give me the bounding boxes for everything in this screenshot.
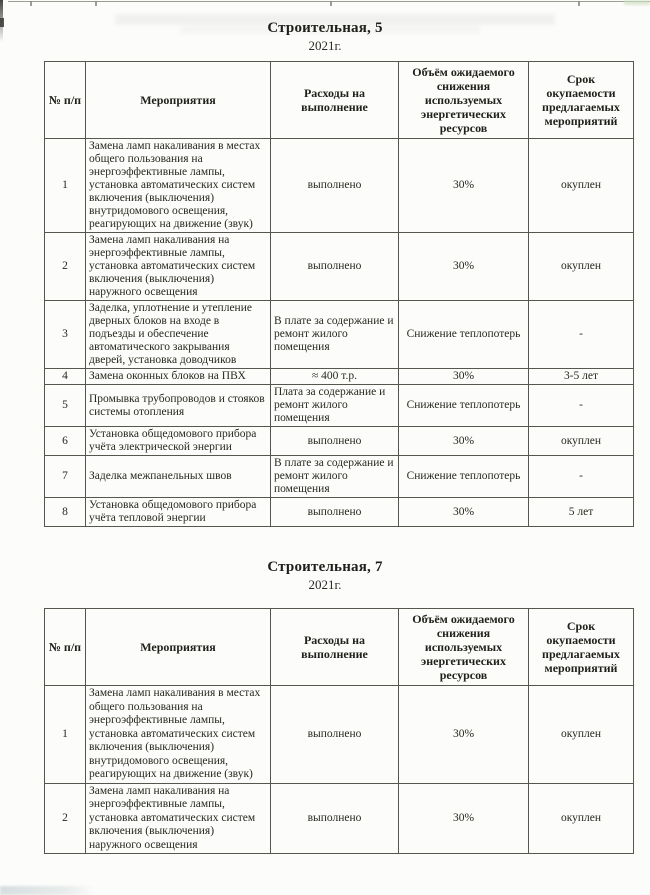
table-cell: выполнено bbox=[271, 783, 399, 854]
header-row bbox=[45, 62, 634, 139]
table-row bbox=[45, 686, 634, 784]
table-row bbox=[45, 456, 634, 498]
row-number-cell: 8 bbox=[45, 498, 86, 527]
table-cell: Замена оконных блоков на ПВХ bbox=[86, 369, 271, 385]
table-cell: окуплен bbox=[529, 233, 634, 301]
row-number-cell: 6 bbox=[45, 427, 86, 456]
table-cell: Замена ламп накаливания в местах общего пользования на энергоэффективные лампы, установка автоматических систем включения (выключения) внутридомового освещения, реагирующих на движение (звук) bbox=[86, 139, 271, 233]
table-cell: ≈ 400 т.р. bbox=[271, 369, 399, 385]
header-row bbox=[45, 609, 634, 686]
row-number-cell: 4 bbox=[45, 369, 86, 385]
table-cell: Заделка межпанельных швов bbox=[86, 456, 271, 498]
table-row bbox=[45, 783, 634, 854]
table-cell: Замена ламп накаливания в местах общего пользования на энергоэффективные лампы, установка автоматических систем включения (выключения) внутридомового освещения, реагирующих на движение (звук) bbox=[86, 686, 271, 784]
table-cell: Установка общедомового прибора учёта тепловой энергии bbox=[86, 498, 271, 527]
column-header: Срок окупаемости предлагаемых мероприятий bbox=[529, 62, 634, 139]
column-header: Расходы на выполнение bbox=[271, 609, 399, 686]
table-row bbox=[45, 369, 634, 385]
table-row bbox=[45, 139, 634, 233]
scan-artifact-column-stub bbox=[330, 1, 332, 6]
column-header: Мероприятия bbox=[86, 609, 271, 686]
column-header: № п/п bbox=[45, 62, 86, 139]
column-header: Объём ожидаемого снижения используемых энергетических ресурсов bbox=[399, 609, 529, 686]
table-cell: В плате за содержание и ремонт жилого помещения bbox=[271, 456, 399, 498]
column-header: Расходы на выполнение bbox=[271, 62, 399, 139]
table-cell: Установка общедомового прибора учёта электрической энергии bbox=[86, 427, 271, 456]
table-cell: выполнено bbox=[271, 233, 399, 301]
table-cell: выполнено bbox=[271, 427, 399, 456]
column-header: Объём ожидаемого снижения используемых энергетических ресурсов bbox=[399, 62, 529, 139]
row-number-cell: 1 bbox=[45, 686, 86, 784]
year-subtitle: 2021г. bbox=[308, 38, 342, 53]
table-cell: - bbox=[529, 456, 634, 498]
table-cell: Заделка, уплотнение и утепление дверных блоков на входе в подъезды и обеспечение автоматического закрывания дверей, установка доводчиков bbox=[86, 301, 271, 369]
measures-table-stroitelnaya-7 bbox=[44, 608, 634, 854]
table-cell: 3-5 лет bbox=[529, 369, 634, 385]
table-cell: 30% bbox=[399, 233, 529, 301]
table-cell: - bbox=[529, 301, 634, 369]
scan-artifact-column-stub bbox=[30, 1, 32, 6]
table-cell: 30% bbox=[399, 783, 529, 854]
table-cell: Снижение теплопотерь bbox=[399, 301, 529, 369]
table-row bbox=[45, 301, 634, 369]
table-cell: Замена ламп накаливания на энергоэффективные лампы, установка автоматических систем включения (выключения) наружного освещения bbox=[86, 783, 271, 854]
table-row bbox=[45, 498, 634, 527]
column-header: № п/п bbox=[45, 609, 86, 686]
section-stroitelnaya-7 bbox=[0, 559, 650, 854]
table-cell: окуплен bbox=[529, 783, 634, 854]
table-cell: окуплен bbox=[529, 139, 634, 233]
table-cell: 30% bbox=[399, 498, 529, 527]
table-cell: 30% bbox=[399, 686, 529, 784]
scan-artifact-column-stub bbox=[578, 1, 580, 6]
table-cell: окуплен bbox=[529, 686, 634, 784]
table-cell: 30% bbox=[399, 427, 529, 456]
table-cell: Снижение теплопотерь bbox=[399, 385, 529, 427]
table-row bbox=[45, 427, 634, 456]
section-stroitelnaya-5 bbox=[0, 20, 650, 527]
scan-artifact-top-right-corner bbox=[624, 0, 650, 5]
column-header: Срок окупаемости предлагаемых мероприятий bbox=[529, 609, 634, 686]
row-number-cell: 2 bbox=[45, 233, 86, 301]
table-cell: - bbox=[529, 385, 634, 427]
table-cell: Снижение теплопотерь bbox=[399, 456, 529, 498]
table-cell: Замена ламп накаливания на энергоэффективные лампы, установка автоматических систем включения (выключения) наружного освещения bbox=[86, 233, 271, 301]
table-cell: выполнено bbox=[271, 686, 399, 784]
table-cell: выполнено bbox=[271, 139, 399, 233]
scan-artifact-previous-table-edge bbox=[8, 1, 650, 2]
table-cell: выполнено bbox=[271, 498, 399, 527]
scan-artifact-column-stub bbox=[95, 1, 97, 6]
row-number-cell: 1 bbox=[45, 139, 86, 233]
row-number-cell: 5 bbox=[45, 385, 86, 427]
page-title: Строительная, 5 bbox=[267, 20, 383, 36]
table-cell: 30% bbox=[399, 369, 529, 385]
table-cell: окуплен bbox=[529, 427, 634, 456]
table-row bbox=[45, 233, 634, 301]
column-header: Мероприятия bbox=[86, 62, 271, 139]
page-title: Строительная, 7 bbox=[267, 559, 383, 575]
table-cell: 5 лет bbox=[529, 498, 634, 527]
table-cell: В плате за содержание и ремонт жилого помещения bbox=[271, 301, 399, 369]
year-subtitle: 2021г. bbox=[308, 577, 342, 592]
table-cell: Промывка трубопроводов и стояков системы отопления bbox=[86, 385, 271, 427]
row-number-cell: 3 bbox=[45, 301, 86, 369]
table-row bbox=[45, 385, 634, 427]
table-cell: 30% bbox=[399, 139, 529, 233]
row-number-cell: 7 bbox=[45, 456, 86, 498]
measures-table-stroitelnaya-5 bbox=[44, 61, 634, 527]
table-cell: Плата за содержание и ремонт жилого помещения bbox=[271, 385, 399, 427]
row-number-cell: 2 bbox=[45, 783, 86, 854]
scan-artifact-bottom-left-smudge bbox=[0, 886, 95, 895]
